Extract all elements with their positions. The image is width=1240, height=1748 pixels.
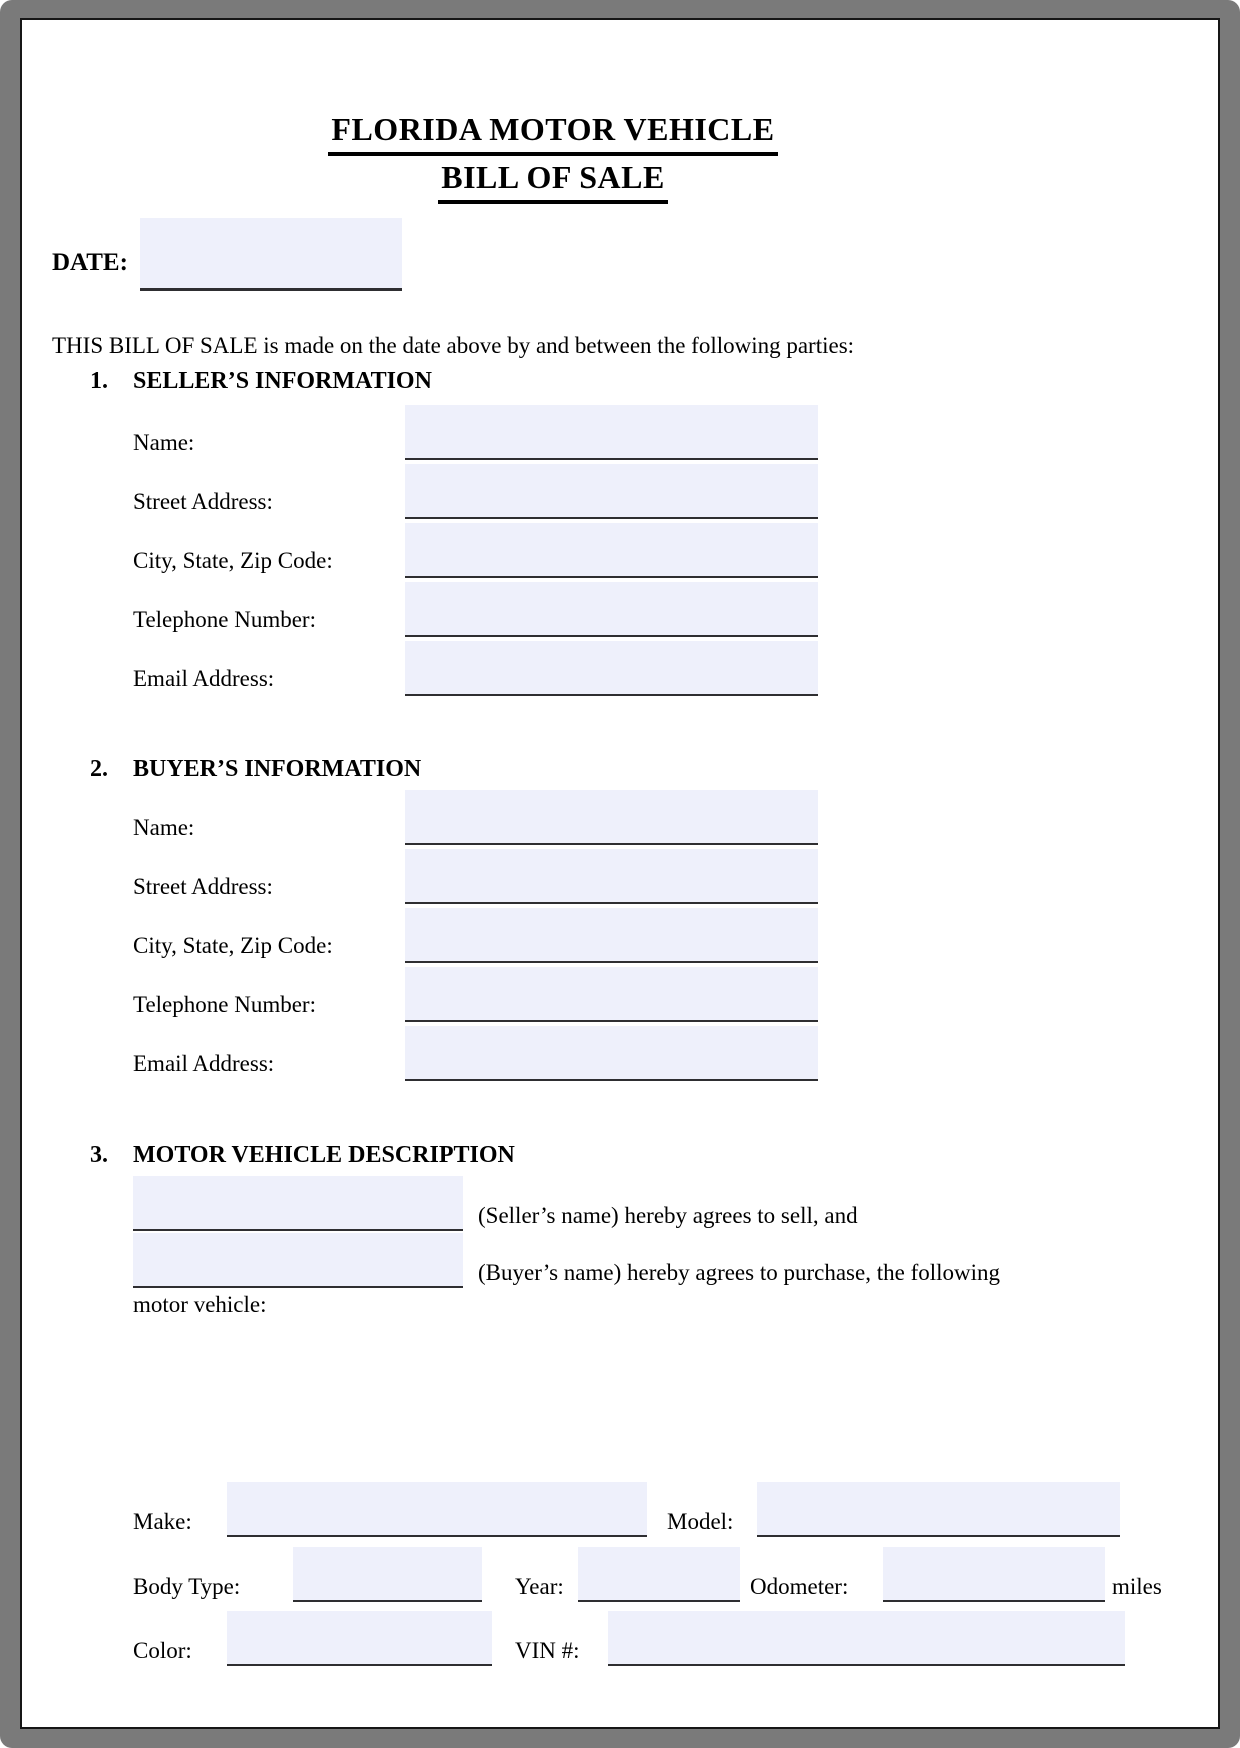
vin-label: VIN #: — [515, 1638, 580, 1663]
date-label: DATE: — [52, 249, 128, 276]
buyer-name-field[interactable] — [405, 790, 818, 845]
color-label: Color: — [133, 1638, 192, 1663]
buyer-email-field[interactable] — [405, 1026, 818, 1081]
intro-text: THIS BILL OF SALE is made on the date above by and between the following parties: — [52, 333, 855, 358]
buyer-name-row — [133, 786, 818, 845]
color-field[interactable] — [227, 1611, 492, 1666]
section-3-title: MOTOR VEHICLE DESCRIPTION — [133, 1142, 515, 1168]
section-1-heading — [90, 366, 432, 396]
buyer-city-state-zip-field[interactable] — [405, 908, 818, 963]
buyer-city-state-zip-row — [133, 904, 818, 963]
seller-street-label: Street Address: — [133, 489, 273, 514]
seller-email-label: Email Address: — [133, 666, 275, 691]
title-line-2: BILL OF SALE — [438, 156, 668, 204]
vin-field[interactable] — [608, 1611, 1125, 1666]
seller-city-state-zip-label: City, State, Zip Code: — [133, 548, 333, 573]
seller-telephone-field[interactable] — [405, 582, 818, 637]
odometer-label: Odometer: — [750, 1574, 849, 1599]
section-2-number: 2. — [90, 756, 108, 782]
buyer-telephone-row — [133, 963, 818, 1022]
buyer-telephone-field[interactable] — [405, 967, 818, 1022]
section-1-title: SELLER’S INFORMATION — [133, 368, 432, 394]
odometer-field[interactable] — [883, 1547, 1105, 1602]
body-type-field[interactable] — [293, 1547, 482, 1602]
buyer-email-label: Email Address: — [133, 1051, 275, 1076]
buyer-city-state-zip-label: City, State, Zip Code: — [133, 933, 333, 958]
seller-info-rows — [133, 401, 818, 696]
agreement-buyer-caption: (Buyer’s name) hereby agrees to purchase, the following — [478, 1260, 1001, 1285]
agreement-seller-name-field[interactable] — [133, 1176, 463, 1231]
seller-city-state-zip-row — [133, 519, 818, 578]
seller-name-field[interactable] — [405, 405, 818, 460]
seller-city-state-zip-field[interactable] — [405, 523, 818, 578]
odometer-unit-label: miles — [1112, 1574, 1162, 1599]
section-3-number: 3. — [90, 1142, 108, 1168]
buyer-email-row — [133, 1022, 818, 1081]
make-label: Make: — [133, 1509, 192, 1534]
model-field[interactable] — [757, 1482, 1120, 1537]
agreement-continuation: motor vehicle: — [133, 1292, 267, 1317]
section-3-heading — [90, 1140, 515, 1170]
seller-street-row — [133, 460, 818, 519]
buyer-street-field[interactable] — [405, 849, 818, 904]
body-type-label: Body Type: — [133, 1574, 241, 1599]
section-1-number: 1. — [90, 368, 108, 394]
section-2-title: BUYER’S INFORMATION — [133, 756, 422, 782]
section-2-heading — [90, 754, 421, 784]
seller-email-field[interactable] — [405, 641, 818, 696]
year-field[interactable] — [578, 1547, 740, 1602]
year-label: Year: — [515, 1574, 564, 1599]
model-label: Model: — [667, 1509, 734, 1534]
seller-street-field[interactable] — [405, 464, 818, 519]
seller-telephone-label: Telephone Number: — [133, 607, 316, 632]
agreement-buyer-name-field[interactable] — [133, 1233, 463, 1288]
buyer-name-label: Name: — [133, 815, 195, 840]
buyer-info-rows — [133, 786, 818, 1081]
make-field[interactable] — [227, 1482, 647, 1537]
date-field[interactable] — [140, 218, 402, 291]
document-title — [22, 108, 1084, 204]
seller-name-row — [133, 401, 818, 460]
buyer-street-label: Street Address: — [133, 874, 273, 899]
seller-email-row — [133, 637, 818, 696]
agreement-seller-caption: (Seller’s name) hereby agrees to sell, and — [478, 1203, 858, 1228]
seller-telephone-row — [133, 578, 818, 637]
title-line-1: FLORIDA MOTOR VEHICLE — [328, 108, 777, 156]
buyer-street-row — [133, 845, 818, 904]
seller-name-label: Name: — [133, 430, 195, 455]
document-page — [20, 18, 1220, 1729]
buyer-telephone-label: Telephone Number: — [133, 992, 316, 1017]
